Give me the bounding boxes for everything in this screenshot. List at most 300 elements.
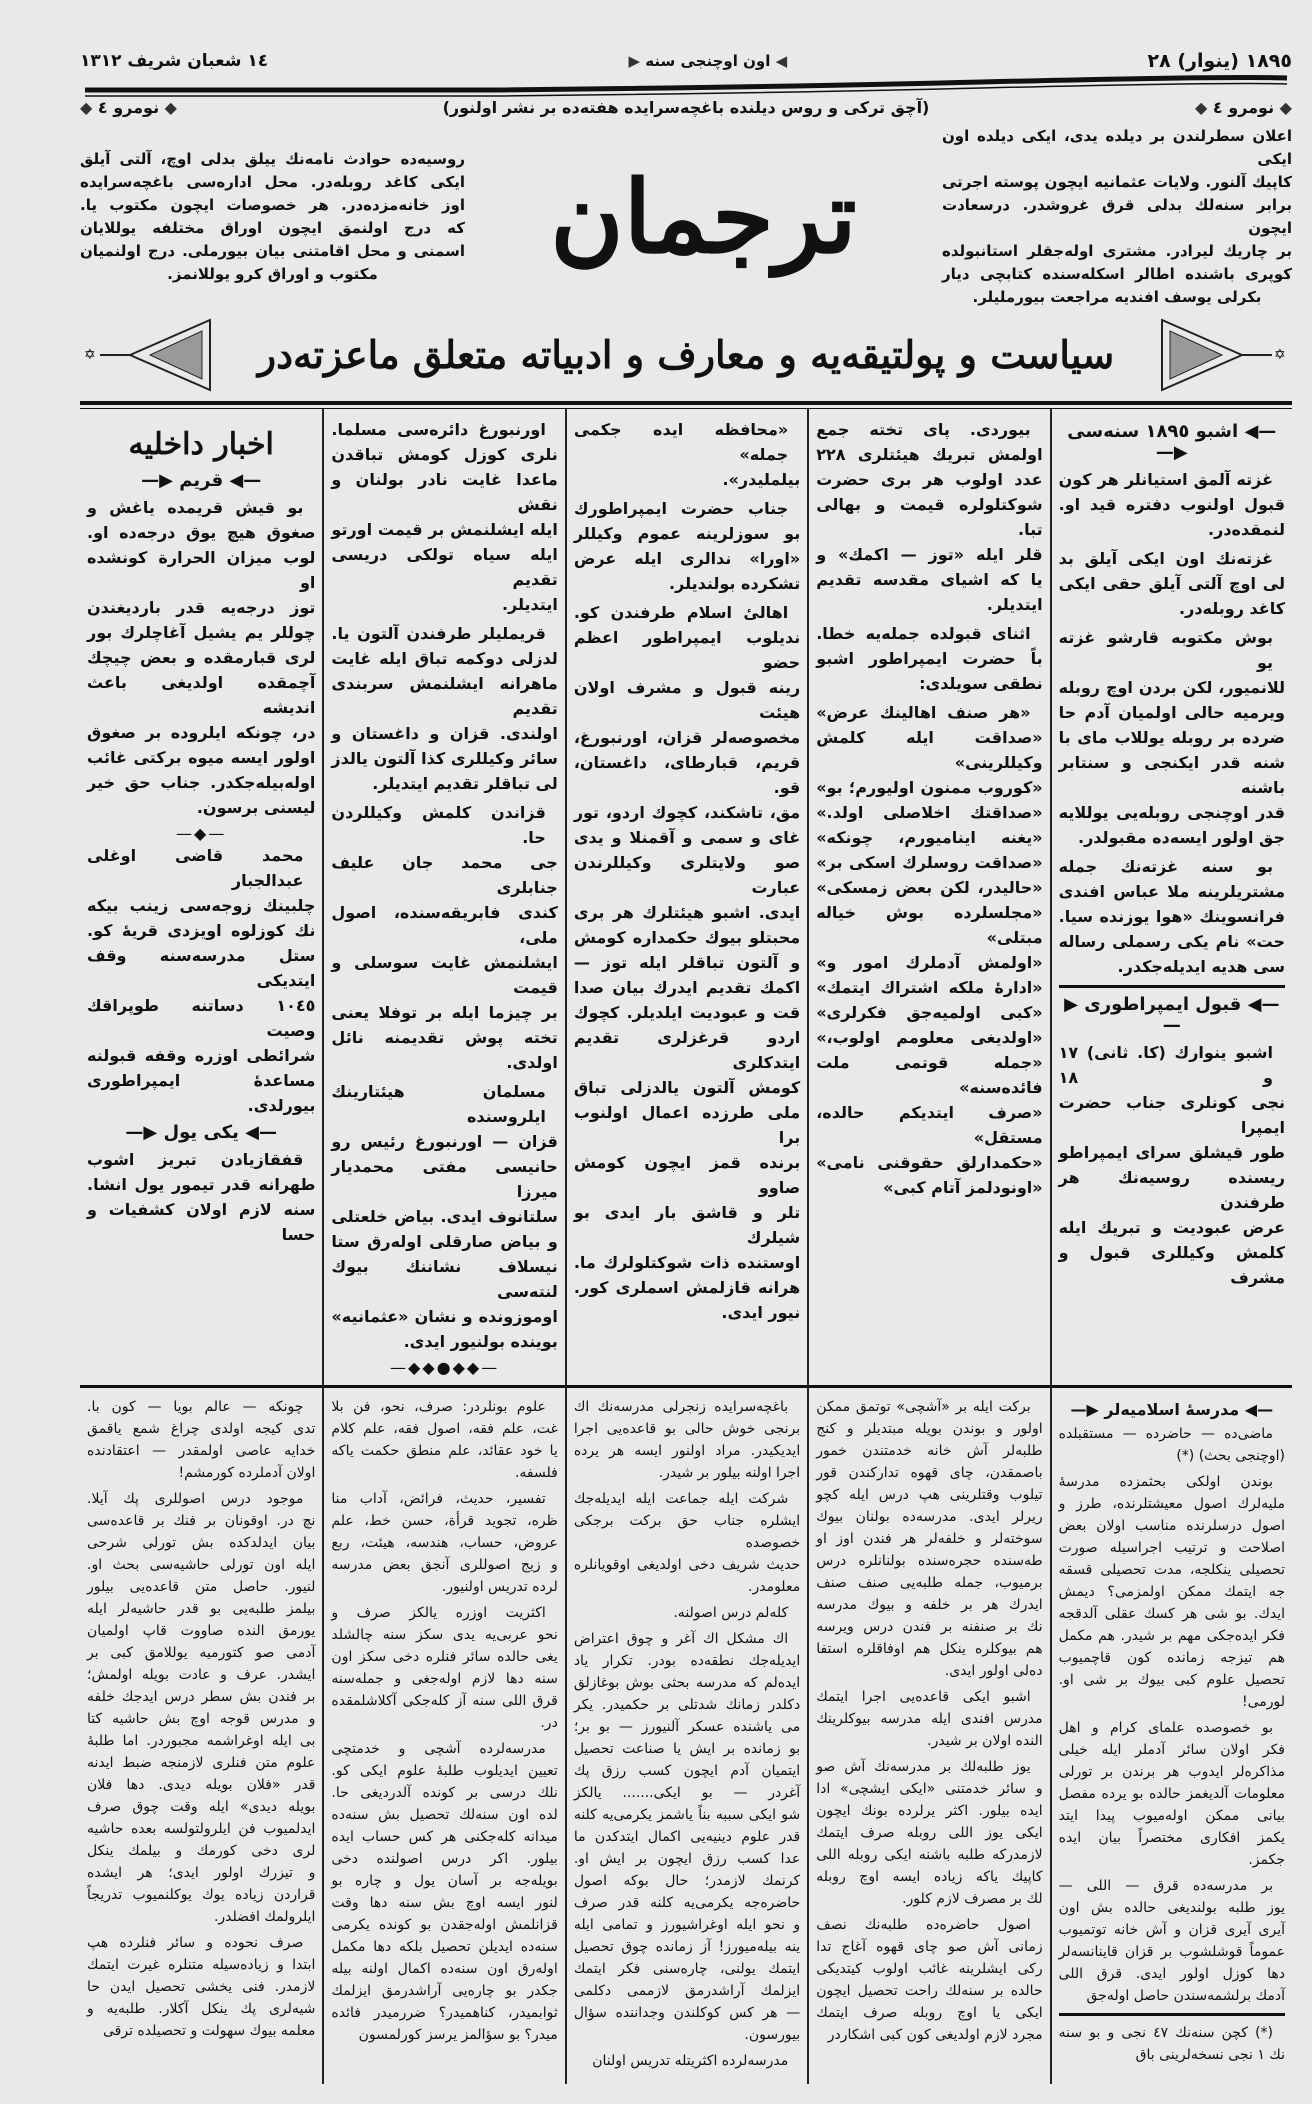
text-line: ثوابميدر، كناهميدر؟ ضررميدر فائده <box>331 2005 558 2021</box>
separator-ornament: —◆◆●◆◆— <box>390 1358 500 1377</box>
text-line: بكرلی يوسف افنديه مراجعت بيورمليلر. <box>972 288 1262 306</box>
text-line: محبتلو بيوك حكمداره كومش <box>573 928 801 947</box>
section-heading <box>1059 421 1285 463</box>
text-line: تحصيلی ينكلجه، مدت تحصيلی قسقه <box>1058 1562 1285 1578</box>
text-line: مدرسه‌لرده اكثريتله تدريس اولنان <box>592 2053 789 2069</box>
text-line: سی هديه ايديله‌جكدر. <box>1117 957 1285 976</box>
text-line: هم تيزجه زمانده كون قاچميوب <box>1058 1650 1285 1666</box>
text-line: كاپيك آلنور. ولايات عثمانيه ايچون پوسته اجرتی <box>942 173 1292 191</box>
text-line: النده اولان بر شيدر. <box>927 1733 1043 1749</box>
paragraph <box>816 621 1042 696</box>
text-line: كلمش وكيللری قبول و مشرف <box>1058 1243 1285 1287</box>
lower-column <box>807 1388 1049 2084</box>
text-line: ايتديلر. <box>986 595 1043 614</box>
text-line: يوز طلبه‌لك بر مدرسه‌نك آش صو <box>816 1759 1031 1775</box>
text-line: قريم، قبارطای، داغستان، قو. <box>573 753 801 797</box>
text-line: ليسنی برسون. <box>196 798 316 817</box>
text-line: اوله‌بيله‌جكدر. جناب حق خير <box>87 773 316 792</box>
text-line: شيه‌لری پك ينكل آكلار. طلبه‌يه و <box>87 2001 316 2017</box>
text-line: مشتريلرينه ملا عباس افندی <box>1058 882 1285 901</box>
ornament-icon: ▶— <box>125 1122 164 1143</box>
text-line: اولان آدملرده كورمشم! <box>178 1465 316 1481</box>
text-line: نيور ايدی. <box>721 1303 801 1322</box>
text-line: لی تباقلر تقديم ايتديلر. <box>372 774 558 793</box>
paragraph <box>816 1396 1042 1682</box>
text-line: لری قبارمقده و بعض چيچك <box>87 648 316 667</box>
text-line: آدمی صو كتورميه يوللامق كبی بر <box>87 1645 316 1661</box>
text-line: كرنمك لازمدر؛ حال بوكه اصول <box>573 1873 801 1889</box>
text-line: سنه لازم اولان كشفيات و حسا <box>87 1200 316 1244</box>
text-line: يغی حالده سائر فنلره دخی سكز اون <box>331 1649 558 1665</box>
paragraph <box>1059 1040 1285 1290</box>
paragraph <box>816 1686 1042 1752</box>
lower-section <box>80 1388 1292 2084</box>
hijri-date: ١٤ شعبان شريف ١٣١٢ <box>80 51 269 71</box>
text-line: باً حضرت ايمپراطور اشبو <box>816 649 1043 668</box>
text-line: رينه قبول و مشرف اولان هيئت <box>573 678 801 722</box>
text-line: ايديكيدر. مراد اولنور ايسه هر يرده <box>573 1443 801 1459</box>
text-line: ريسنده روسيه‌نك هر طرفندن <box>1058 1168 1285 1212</box>
text-line: «صداقت ايله كلمش وكيللرينی» <box>816 728 1043 772</box>
ornament-icon: ◆ <box>1279 98 1292 117</box>
text-line: دها كوزل اولور ايدی. قرق اللی <box>1058 1966 1285 1982</box>
text-line: حديث شريف دخی اولديغی اوقويانلره <box>573 1557 801 1573</box>
ornament-icon: —◀ <box>1239 1400 1274 1419</box>
text-line: طه‌سنده حجره‌سنده بولنانلره درس <box>816 1553 1043 1569</box>
text-line: بی ايله اوغراشمه مجبوردر. اما طلبهٔ <box>87 1733 316 1749</box>
text-line: مسلمان هيئتارينك ايلروسنده <box>331 1082 546 1126</box>
text-line: لدزلی دوكمه تباق ايله غايت <box>331 649 558 668</box>
advertisement-notice <box>942 125 1292 309</box>
text-line: «مجلسلرده بوش خياله مبتلی» <box>816 903 1043 947</box>
text-line: معلومات آلديغمز حالده بو يرده مفصل <box>1058 1786 1285 1802</box>
section-heading-text: يكی يول <box>163 1122 239 1143</box>
ornament-icon: ▶ <box>628 52 641 70</box>
text-line: ينه بيله‌ميورز! آز زمانده چوق تحصيل <box>573 1939 801 1955</box>
text-line: ايلرولمك افضلدر. <box>213 1909 316 1925</box>
text-line: ده‌لی اولور ايدی. <box>944 1663 1043 1679</box>
paragraph <box>816 1914 1042 2046</box>
issue-number-right <box>1195 98 1292 117</box>
text-line: اولور و بوندن بويله مبتديلر و كنج <box>816 1421 1043 1437</box>
text-line: بر مدرسه‌ده قرق — اللی — <box>1058 1878 1273 1894</box>
text-line: تيلوب وقتلرينی هپ درس ايله كچو <box>816 1487 1043 1503</box>
text-line: اردو قرغزلری تقديم ايتدكلری <box>573 1028 801 1072</box>
text-line: بوش مكتوبه قارشو غزته يو <box>1058 628 1273 672</box>
text-line: ايدلميوب فن ايلرولتولسه بعده حاشيه <box>87 1821 316 1837</box>
text-line: اولمش تبريك هيئتلری ٢٢٨ <box>816 445 1043 464</box>
text-line: قدر «فلان بويله ديدی. دها فلان <box>87 1777 316 1793</box>
text-line: شنه قدر ايكنجی و سنتابر باشنه <box>1058 753 1285 797</box>
text-line: اوستنده ذات شوكتلولرك ما. <box>573 1253 801 1272</box>
text-line: ايشدر. عرف و عادت بويله اولمش؛ <box>87 1667 316 1683</box>
text-line: (*) كچن سنه‌نك ٤٧ نجی و بو سنه <box>1058 2025 1273 2041</box>
text-line: جناب حضرت ايمپراطورك <box>573 499 789 518</box>
text-line: معلومدر. <box>748 1579 801 1595</box>
text-line: اصول حاضره‌ده طلبه‌نك نصف <box>816 1917 1031 1933</box>
text-line: طهرانه قدر تيمور يول انشا. <box>87 1175 316 1194</box>
text-line: ايده بيلور. اكثر يرلرده بونك ايچون <box>816 1803 1043 1819</box>
text-line: و زيج اصوللری آنجق بعض مدرسه <box>331 1557 558 1573</box>
text-line: و نحو ايله اوغراشيورز و تمامی ايله <box>573 1917 801 1933</box>
text-line: للانميور، لكن بردن اوچ روبله <box>1058 678 1285 697</box>
text-line: بر چاريك ليرادر. مشتری اوله‌جقلر استانبولده <box>942 242 1292 260</box>
text-line: مكتوب و اوراق كرو يوللانمز. <box>167 265 378 283</box>
text-line: ضرده بر روبله يوللاب مای با <box>1058 728 1285 747</box>
text-line: «حاليدر، لكن بعض زمسكی» <box>816 878 1043 897</box>
paragraph <box>331 1738 557 2046</box>
text-line: ايله ايشلنمش بر قيمت اورتو <box>331 520 558 539</box>
text-line: برنده قمز ايچون كومش صاوو <box>573 1153 801 1197</box>
text-line: طور قيشلق سرای ايمپراطو <box>1058 1143 1285 1162</box>
text-line: فرانسوينك «هوا يوزنده سيا. <box>1058 907 1285 926</box>
text-line: اثنای قبولده جمله‌يه خطا. <box>816 624 1031 643</box>
text-line: اوله‌رق اون سنه‌ده اكمال اولنه بيله <box>331 1961 558 1977</box>
publication-note: (آچق تركی و روس ديلنده باغچه‌سرايده هفته‌ده بر نشر اولنور) <box>442 98 930 117</box>
subscription-notice <box>80 148 465 286</box>
text-line: نك ١ نجی نسخه‌لرينی باق <box>1135 2047 1285 2063</box>
text-line: سنه دها لازم اوله‌جغی و جمله‌سنه <box>331 1671 558 1687</box>
text-line: عرض عبوديت و تبريك ايله <box>1058 1218 1285 1237</box>
text-line: ايتميان آدم ايچون كسب رزق پك <box>573 1763 801 1779</box>
text-line: ايزلمك آراشدرمق لازممی دكلمی <box>573 1983 801 1999</box>
text-line: جكمز. <box>1248 1852 1285 1868</box>
text-line: و سائر خدمتنی «ايكی ايشچی» ادا <box>816 1781 1043 1797</box>
text-line: تلر و قاشق بار ايدی بو شيلرك <box>573 1203 801 1247</box>
text-line: «اونودلمز آتام كبی» <box>883 1178 1043 1197</box>
text-line: طلبه‌لر آش خانه خدمتندن خمور <box>816 1443 1043 1459</box>
text-line: اك مشكل اك آغر و چوق اعتراض <box>573 1631 789 1647</box>
text-line: غای و سمی و آقمنلا و يدی <box>573 828 801 847</box>
text-line: صغوق هيچ يوق درجه‌ده او. <box>87 523 316 542</box>
text-line: ايدك. بو شی هر كسك عقلی آلدقجه <box>1058 1606 1285 1622</box>
text-line: تشكرده بولنديلر. <box>669 574 801 593</box>
text-line: نطقی سويلدی: <box>919 674 1043 693</box>
text-line: بو زمانده بر ايش يا صناعت تحصيل <box>573 1741 801 1757</box>
paragraph <box>331 621 557 796</box>
upper-column <box>807 409 1049 1385</box>
upper-column <box>1050 409 1292 1385</box>
text-line: بو سوزلرينه عموم وكيللر <box>573 524 801 543</box>
paragraph <box>574 2050 800 2072</box>
text-line: صو ولايتلری وكيللرندن عبارت <box>573 853 801 897</box>
text-line: قرق اللی سنه آز كله‌جكی آكلاشلمقده <box>331 1693 558 1709</box>
text-line: كوپری باشنده اطالر اسكله‌سنده كتابچی ديار <box>942 265 1292 283</box>
text-line: حت» نام يكی رسملی رساله <box>1058 932 1285 951</box>
text-line: نديلوب ايمپراطور اعظم حضو <box>573 628 801 672</box>
text-line: لنور ايسه اوچ بش سنه دها وقت <box>331 1895 558 1911</box>
text-line: بو سنه غزته‌نك جمله <box>1058 857 1273 876</box>
text-line: يا خود عقائد، علم منطق حكمت ياكه <box>331 1443 558 1459</box>
paragraph <box>1059 854 1285 979</box>
text-line: اكمك تقديم ايدرك بيان صدا <box>573 978 801 997</box>
text-line: قدر علوم دينيه‌يی اكمال ايتدكدن ما <box>573 1829 801 1845</box>
upper-column <box>322 409 564 1385</box>
text-line: حانيسی مفتی محمديار ميرزا <box>331 1157 558 1201</box>
text-line: «يغنه ايناميورم، چونكه» <box>816 828 1043 847</box>
issue-number-text: نومرو ٤ <box>97 98 160 117</box>
paragraph <box>1059 1471 1285 1713</box>
text-line: ماعدا غايت نادر بولنان و نقش <box>331 470 558 514</box>
paragraph <box>87 1488 315 1928</box>
text-line: اولندی. قزان و داغستان و <box>331 724 558 743</box>
text-line: و مدرس قوجه اوچ بش حاشيه كتا <box>87 1711 316 1727</box>
separator-ornament: —◆— <box>176 824 227 843</box>
paragraph <box>574 600 800 1325</box>
text-line: آدمك برلشمه‌سندن حاصل اوله‌جق <box>1086 1988 1285 2004</box>
lower-column <box>322 1388 564 2084</box>
paragraph <box>1059 467 1285 542</box>
text-line: «صداقتك اخلاصلی اولد.» <box>816 803 1043 822</box>
ornament-icon: —◀ <box>1241 994 1280 1015</box>
upper-column <box>80 409 322 1385</box>
text-line: «كوروب ممنون اوليورم؛ بو» <box>816 778 1043 797</box>
text-line: اشبو ايكی قاعده‌يی اجرا ايتمك <box>816 1689 1031 1705</box>
text-line: نك بر صنفنه بر فندن درس ويرسه <box>816 1619 1043 1635</box>
text-line: ايدرك هر بر خلفه و بيوك مدرسه <box>816 1597 1043 1613</box>
text-line: اوز خانه‌مزده‌در. هر خصوصات ايچون مكتوب يا. <box>80 196 465 214</box>
ornament-icon: ▶— <box>1064 994 1181 1036</box>
text-line: قزان — اورنبورغ رئيس رو <box>331 1132 558 1151</box>
text-line: «ادارهٔ ملكه اشتراك ايتمك» <box>816 978 1043 997</box>
issue-number-left <box>80 98 177 117</box>
text-line: در. <box>540 1715 558 1731</box>
text-line: لنمقده‌در. <box>1208 520 1285 539</box>
section-title: اخبار داخليه <box>128 427 274 462</box>
paragraph <box>87 495 315 820</box>
text-line: مليه‌لرك اصول معيشتلرنده، طرز و <box>1058 1496 1285 1512</box>
text-line: سلتانوف ايدی. بياض خلعتلی <box>331 1207 558 1226</box>
text-line: ويرميه حالی اولميان آدم حا <box>1058 703 1285 722</box>
text-line: كندی فابريقه‌سنده، اصول ملی، <box>331 903 558 947</box>
text-line: بيانی ممكن اوله‌ميوب پيدا ايتد <box>1058 1808 1285 1824</box>
paragraph <box>1059 2022 1285 2066</box>
section-heading <box>87 1122 315 1143</box>
text-line: كومش آلتون يالدزلی تباق <box>573 1078 801 1097</box>
text-line: اوموزونده و نشان «عثمانيه» <box>331 1307 558 1326</box>
text-line: تعيين ايديلوب طلبهٔ علوم ايكی كو. <box>331 1763 558 1779</box>
text-line: سوخته‌لر و خلفه‌لر هر فندن اوز او <box>816 1531 1043 1547</box>
subtitle-row <box>80 315 1292 395</box>
text-line: قدر اوچنجی روبله‌يی يوللايه <box>1058 803 1285 822</box>
paragraph <box>1059 1875 1285 2007</box>
text-line: «جمله قوتمی ملت فائده‌سنه» <box>816 1053 1043 1097</box>
text-line: اصلاحت و ترتيب اجراسيله صورت <box>1058 1540 1285 1556</box>
text-line: نچ در. اوقونان بر فنك بر قاعده‌سی <box>87 1513 316 1529</box>
text-line: تدی كيجه اولدی چراغ شمع ياقمق <box>87 1421 316 1437</box>
text-line: نك كوزلوه اويزدی قريهٔ كو. <box>87 921 316 940</box>
text-line: ايدی. اشبو هيئتلرك هر بری <box>573 903 801 922</box>
text-line: شو ايكی سببه بناً ياشمز يكرمی‌يه كلنه <box>573 1807 801 1823</box>
paragraph <box>816 1756 1042 1910</box>
text-line: ملی طرزده اعمال اولنوب برا <box>573 1103 801 1147</box>
text-line: سائر وكيللری كذا آلتون يالدز <box>331 749 558 768</box>
masthead-bottom-rule <box>80 401 1292 405</box>
text-line: توز درجه‌يه قدر بارديغندن <box>87 598 316 617</box>
text-line: بيلمليدر». <box>722 470 801 489</box>
text-line: قبول اولنوب دفتره قيد او. <box>1058 495 1285 514</box>
text-line: ايديله‌جك نطقه‌ده بودر. تكرار ياد <box>573 1653 801 1669</box>
text-line: مخصوصه‌لر قزان، اورنبورغ، <box>573 728 801 747</box>
ornament-icon: ◀ <box>775 52 788 70</box>
year-label-text: اون اوچنجی سنه <box>645 52 771 70</box>
text-line: بر فندن بش سطر درس ايدجك خلفه <box>87 1689 316 1705</box>
text-line: جق اولور ايسه‌ده مقبولدر. <box>1078 828 1285 847</box>
paragraph <box>574 1396 800 1484</box>
paragraph <box>87 843 315 1118</box>
text-line: «اولمش آدملرك امور و» <box>816 953 1043 972</box>
text-line: «محافظه ايده جكمی جمله» <box>573 420 789 464</box>
masthead-rule <box>80 72 1292 98</box>
text-line: اعلان سطرلندن بر ديلده يدی، ايكی ديلده اون ايكی <box>942 127 1292 168</box>
text-line: ابتدا و زياده‌سيله متنلره غيرت ايتمك <box>87 1957 316 1973</box>
paragraph <box>331 1396 557 1484</box>
text-line: لده اون سنه‌لك تحصيل بش سنه‌ده <box>331 1807 558 1823</box>
paragraph <box>87 1147 315 1247</box>
column-divider-rule <box>1059 2013 1285 2016</box>
text-line: مدرسه‌لرده آشچی و خدمتچی <box>331 1741 546 1757</box>
text-line: قريمليلر طرفندن آلتون يا. <box>331 624 546 643</box>
svg-text:✡: ✡ <box>84 347 96 363</box>
text-line: جی محمد جان عليف جنابلری <box>331 853 558 897</box>
text-line: قزاندن كلمش وكيللردن حا. <box>331 803 546 847</box>
text-line: لازمدر. فنی يخشی تحصيل ايدن حا <box>87 1979 316 1995</box>
paragraph <box>1059 546 1285 621</box>
paragraph <box>574 1488 800 1598</box>
text-line: مساعدهٔ ايمپراطوری بيورلدی. <box>87 1071 316 1115</box>
text-line: موجود درس اصوللری پك آيلا. <box>87 1491 304 1507</box>
text-line: اشبو ينوارك (كا. ثانی) ١٧ و ١٨ <box>1058 1043 1273 1087</box>
text-line: سنه‌ده ايديلن تحصيل بلكه دها مكمل <box>331 1939 558 1955</box>
text-line: ماضی‌ده — حاضرده — مستقبلده <box>1058 1426 1273 1442</box>
text-line: نيسلاف نشاننك بيوك لنته‌سی <box>331 1257 558 1301</box>
ornament-icon: ▶— <box>141 470 180 491</box>
text-line: مق، تاشكند، كچوك اردو، تور <box>573 803 801 822</box>
masthead-top-line <box>80 50 1292 72</box>
column-divider-rule <box>1059 985 1285 988</box>
text-line: لك بر مصرف لازم كلور. <box>902 1891 1043 1907</box>
masthead-issue-line <box>80 98 1292 117</box>
text-line: لری دخی كورمك و بيلمك ينكل <box>87 1843 316 1859</box>
paragraph <box>574 496 800 596</box>
text-line: حالده بر سنه‌لك راحت تحصيل ايچون <box>816 1983 1043 1999</box>
text-line: بيوردی. پای تخته جمع <box>816 420 1031 439</box>
lower-column <box>80 1388 322 2084</box>
text-line: محمد قاضی اوغلی عبدالجبار <box>87 846 304 890</box>
text-line: جكدر بو چاره‌يی آراشدرمق ايزلمك <box>331 1983 558 1999</box>
text-line: ظره، تجويد قرأة، حسن خط، علم <box>331 1513 558 1529</box>
text-line: «صرف ايتديكم حالده، مستقل» <box>816 1103 1043 1147</box>
text-line: بر چيزما ايله بر توفلا يعنی <box>331 1003 558 1022</box>
text-line: آيری آيری قزان و آش خانه توتميوب <box>1058 1922 1285 1938</box>
text-line: غزته‌نك اون ايكی آيلق بد <box>1058 549 1273 568</box>
text-line: ركی ايشلرينه غائب اولوب كيتديكی <box>816 1961 1043 1977</box>
text-line: معلمه بيوك سهولت و تحصيلده ترقی <box>102 2023 316 2039</box>
text-line: كاغد روبله‌در. <box>1179 599 1285 618</box>
text-line: ايتمك يولنی، چاره‌سنی فكر ايتمك <box>573 1961 801 1977</box>
text-line: برنجی خوش حالی بو قاعده‌يی اجرا <box>573 1421 801 1437</box>
section-heading-text: قريم <box>179 470 224 491</box>
text-line: كله‌لم درس اصولنه. <box>673 1605 789 1621</box>
text-line: «هر صنف اهالينك عرض» <box>816 703 1031 722</box>
text-line: «حكمدارلق حقوقنی نامی» <box>816 1153 1043 1172</box>
svg-text:✡: ✡ <box>1274 347 1286 363</box>
text-line: كه درج اولنمق ايچون اوراق مختلفه يوللايان <box>80 219 465 237</box>
text-line: بو خصوصده علمای كرام و اهل <box>1058 1720 1273 1736</box>
masthead <box>80 125 1292 309</box>
text-line: لرده تدريس اولنيور. <box>441 1579 558 1595</box>
text-line: بويله‌جه بر آسان يول و چاره بو <box>331 1873 558 1889</box>
paragraph <box>1059 1717 1285 1871</box>
text-line: آچمقده اولديغی باعث انديشه <box>87 673 316 717</box>
text-line: «صداقت روسلرك اسكی بر» <box>816 853 1043 872</box>
text-line: اصول درسلرنده مناسب اولان بعض <box>1058 1518 1285 1534</box>
text-line: بيان ايدلدكده بش تورلی شرحی <box>87 1535 316 1551</box>
text-line: — هر كس كوكلندن وجداننده سؤال <box>573 2005 801 2021</box>
text-line: حاضره‌جه يكرمی‌يه كلنه قدر صرف <box>573 1895 801 1911</box>
text-line: شرائطی اوزره وقفه قبولنه <box>87 1046 316 1065</box>
text-line: چلبينك زوجه‌سی زينب بيكه <box>87 896 316 915</box>
text-line: لی اوچ آلتی آيلق حقی ايكی <box>1058 574 1285 593</box>
paragraph <box>331 1079 557 1354</box>
text-line: تفسير، حديث، فرائض، آداب منا <box>331 1491 546 1507</box>
paragraph <box>816 700 1042 1200</box>
section-heading <box>87 470 315 491</box>
text-line: لنيور. حاصل متن قاعده‌يی بيلور <box>87 1579 316 1595</box>
text-line: بيورسون. <box>744 2027 801 2043</box>
ornament-icon: —◀ <box>238 1122 277 1143</box>
newspaper-title-logo: ترجمان <box>550 158 857 276</box>
paragraph <box>331 417 557 617</box>
text-line: ايله سياه تولكی دريسی تقديم <box>331 545 558 589</box>
text-line: «اورا» ندالری ايله عرض <box>573 549 801 568</box>
text-line: قراردن زياده يوك يوكلنميوب تدريجاً <box>87 1887 316 1903</box>
lower-column <box>1050 1388 1292 2084</box>
text-line: عموماً قوشلشوب بر قزان قاينانسه‌لر <box>1058 1944 1285 1960</box>
ornament-icon: ◆ <box>80 98 93 117</box>
text-line: لوب ميزان الحرارة كونشده او <box>87 548 316 592</box>
paragraph <box>574 417 800 492</box>
right-ornament-icon <box>1152 315 1292 395</box>
paragraph <box>331 1488 557 1598</box>
section-heading <box>1059 994 1285 1036</box>
text-line: زمانی آش صو چای قهوه آغاج تدا <box>816 1939 1043 1955</box>
text-line: «اولديغی معلومم اولوب،» <box>816 1028 1043 1047</box>
upper-section <box>80 409 1292 1385</box>
text-line: هم بيوكلره ينكل هم اوفاقلره استفا <box>816 1641 1043 1657</box>
text-line: علوم بونلردر: صرف، نحو، فن بلا <box>331 1399 546 1415</box>
text-line: ستل مدرسه‌سنه وقف ايتديكی <box>87 946 316 990</box>
text-line: می ياشنده عسكر آلنيورز — بو بر؛ <box>573 1719 801 1735</box>
text-line: روسيه‌ده حوادث نامه‌نك ييلق بدلی اوچ، آلتی آيلق <box>80 150 465 168</box>
text-line: خدايه عاصی اولمقدر — اعتقادنده <box>87 1443 316 1459</box>
text-line: فلسفه. <box>514 1465 558 1481</box>
paragraph <box>816 417 1042 617</box>
issue-number-text: نومرو ٤ <box>1212 98 1275 117</box>
text-line: بوينده بولنيور ايدی. <box>403 1332 558 1351</box>
text-line: بيلور. اكر درس اصولنده دخی <box>331 1851 558 1867</box>
text-line: اسمنی و محل اقامتنی بيان بيورملی. درج اولنميان <box>80 242 465 260</box>
section-heading-text: مدرسهٔ اسلاميه‌لر <box>1104 1400 1240 1419</box>
paragraph <box>87 1932 315 2042</box>
text-line: ايشلنمش غايت سوسلی و قيمت <box>331 953 558 997</box>
text-line: مذاكره‌لر ايدوب هر برندن بر تورلی <box>1058 1764 1285 1780</box>
text-line: عدا كسب رزق ايچون بر ايش او. <box>573 1851 801 1867</box>
text-line: بركت ايله بر «آشچی» توتمق ممكن <box>816 1399 1031 1415</box>
text-line: غت، علم فقه، اصول فقه، علم كلام <box>331 1421 558 1437</box>
text-line: بوندن اولكی بحثمزده مدرسهٔ <box>1058 1474 1273 1490</box>
text-line: شوكتلولره قيمت و بهالی تبا. <box>816 495 1043 539</box>
